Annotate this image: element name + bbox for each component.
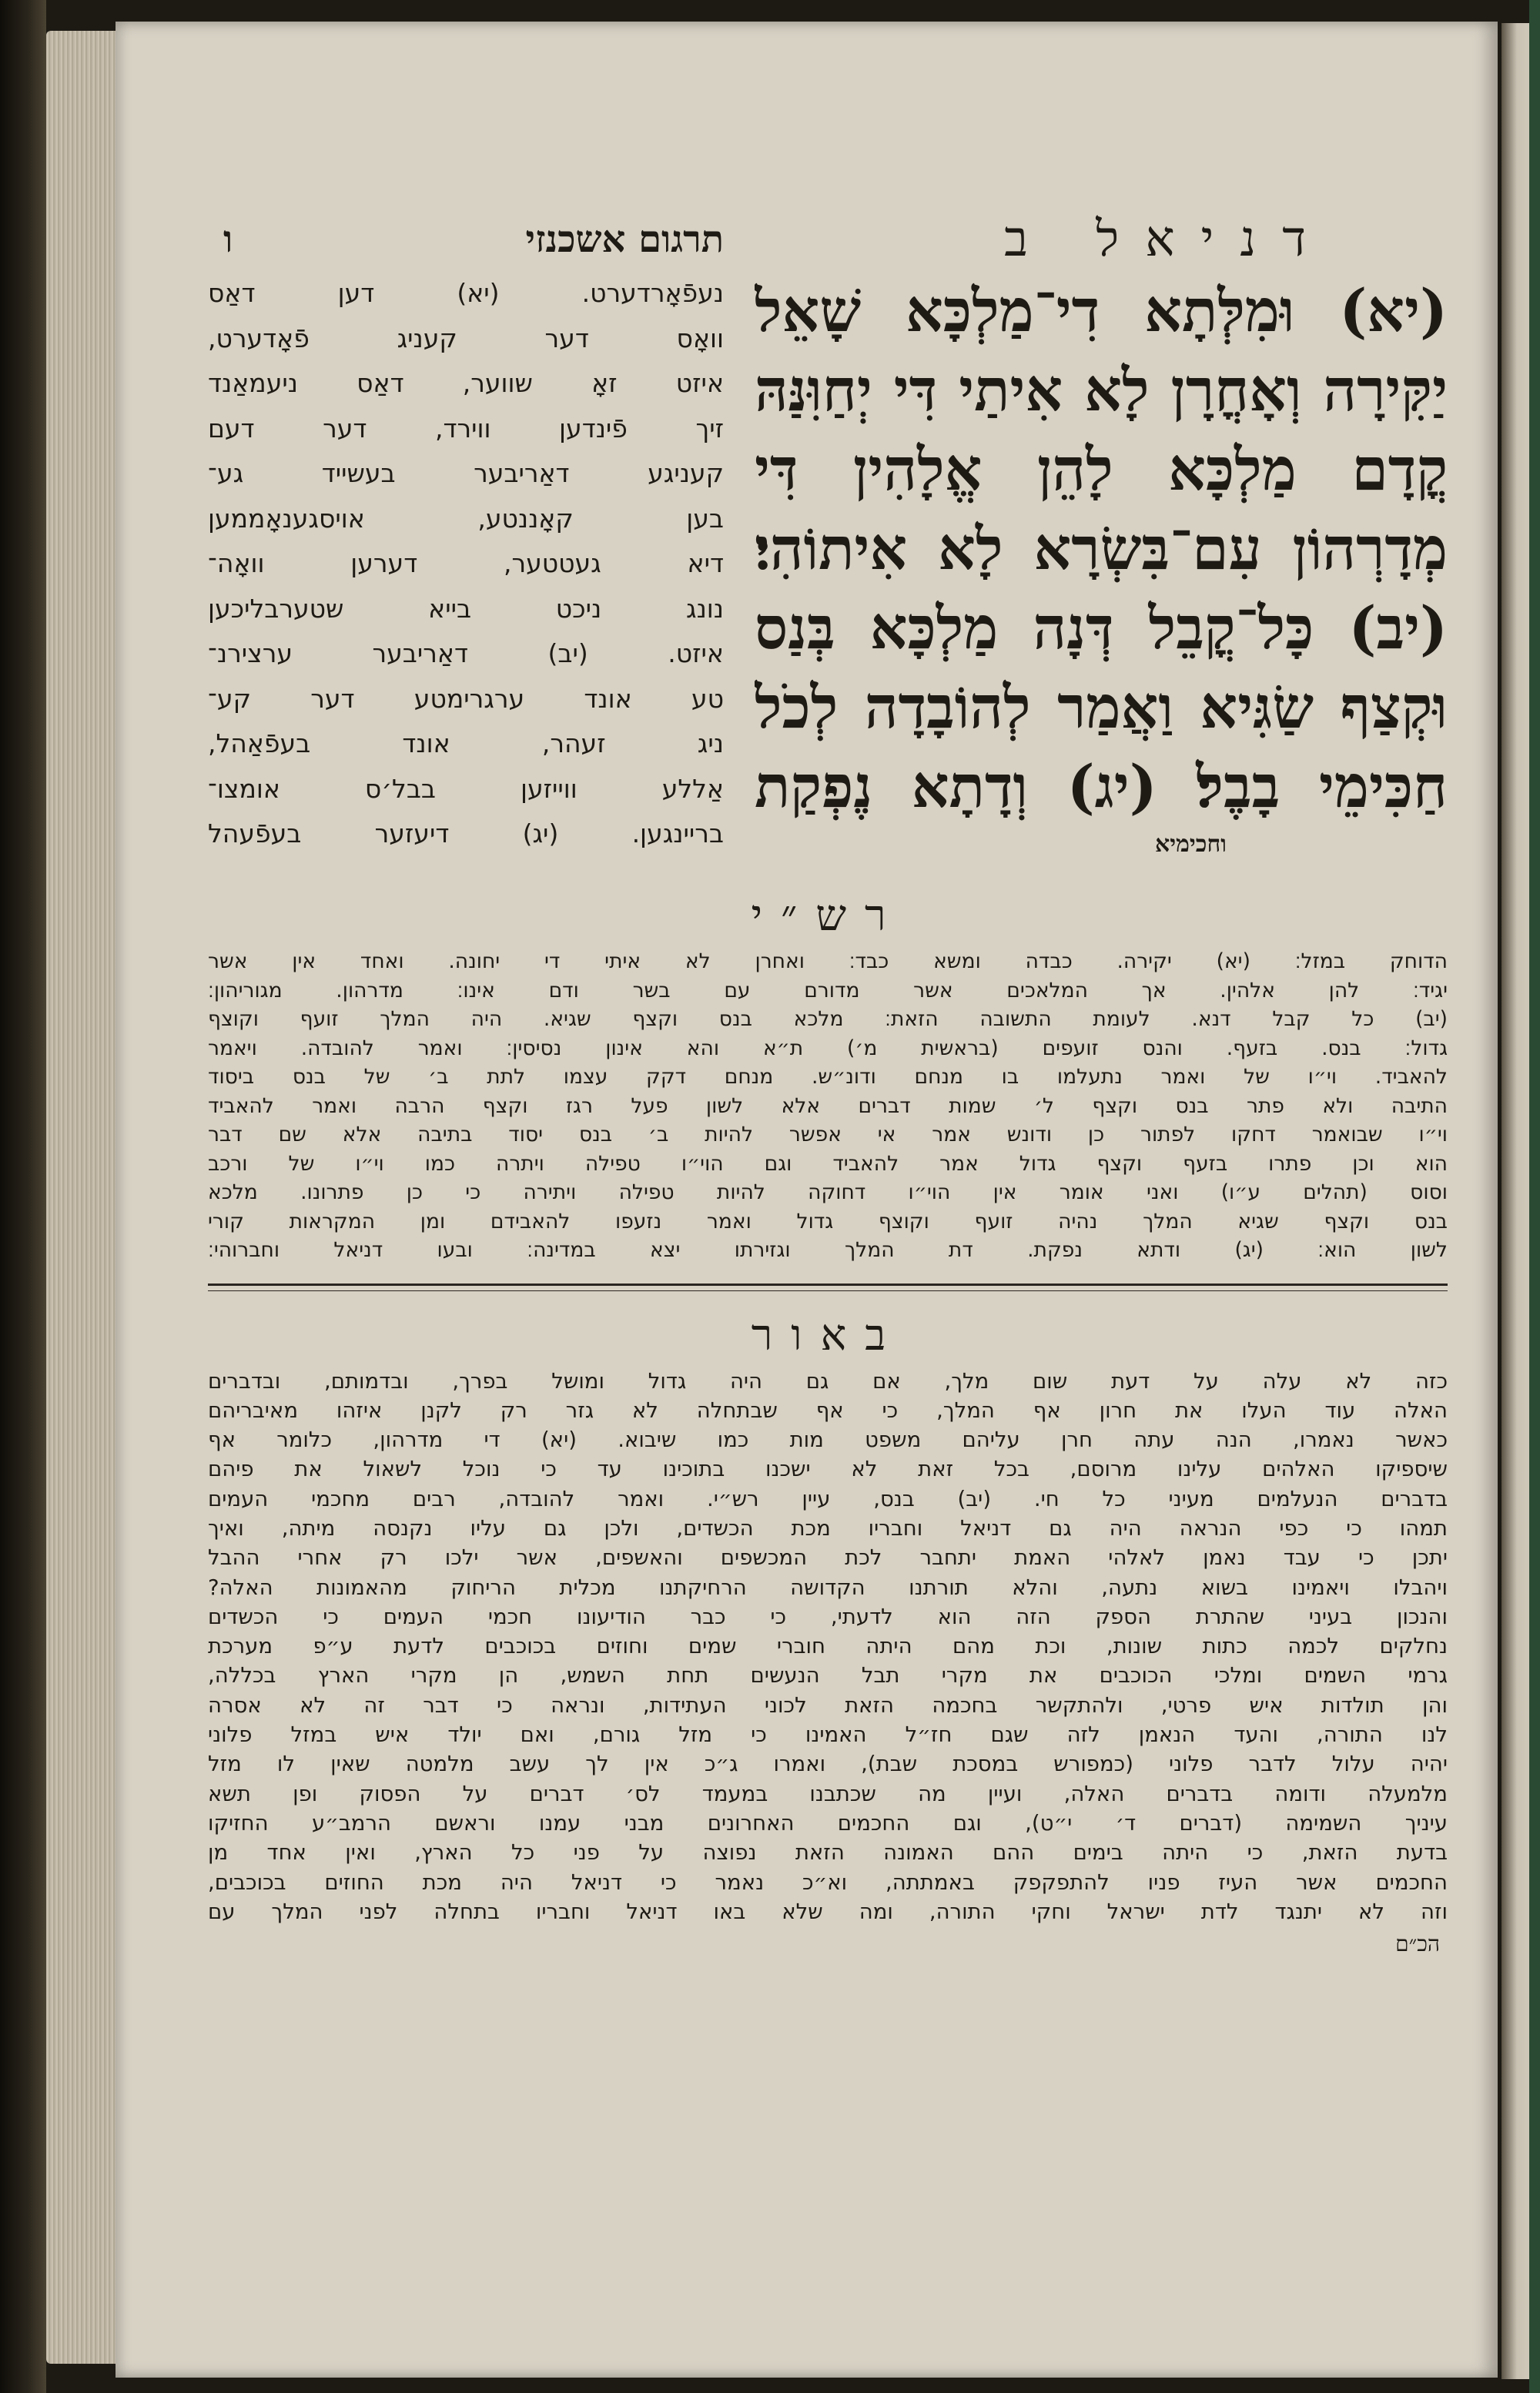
translation-line: איזט. (יב) דאַריבער ערצירנ־ [208, 638, 724, 668]
translation-line: בריינגען. (יג) דיעזער בעפֿעהל [208, 818, 724, 848]
top-row [208, 208, 1448, 885]
rashi-commentary [208, 947, 1448, 1265]
section-divider-thin [208, 1290, 1448, 1291]
biur-line: האלה עוד העלו את חרון אף המלך, כי אף שבתחלה לא גזר רק לקנן איזהו מאיבריהם [208, 1397, 1448, 1423]
rashi-line: וי״ו שבואמר דחקו לפתור כן ודונש אמר אי אפשר להיות ב׳ בנס יסוד בתיבה אלא שם דבר [208, 1123, 1448, 1146]
translation-line: נונג ניכט בייא שטערבליכען [208, 593, 724, 624]
translation-column [208, 208, 724, 885]
rashi-line: הדוחק במזל׃ (יא) יקירה. כבדה ומשא כבד׃ ואחרן לא איתי די יחונה. ואחד אין אשר [208, 949, 1448, 973]
page-edges [46, 31, 120, 2364]
rashi-line: התיבה ולא פתר בנס וקצף ל׳ שמות דברים אלא לשון פעל רגז וקצף הרבה ואמר להאביד [208, 1093, 1448, 1118]
translation-line: בען קאָננטע, אויסגענאָממען [208, 503, 724, 534]
side-title: תרגום אשכנזי [525, 218, 724, 261]
bible-line: קֳדָם מַלְכָּא לָהֵן אֱלָהִין דִּי [755, 435, 1448, 504]
biur-line: כזה לא עלה על דעת שום מלך, אם גם היה גדול ומושל בפרך, ובדמותם, ובדברים [208, 1368, 1448, 1394]
translation-text [208, 271, 724, 857]
biur-line: יהיה עלול לדבר פלוני (כמפורש במסכת שבת), ואמרו ג״כ אין לך עשב מלמטה שאין לו מזל [208, 1752, 1448, 1777]
biur-line: בדעת הזאת, כי היתה בימים ההם האמונה הזאת נפוצה על פני כל הארץ, ואין אחד מן [208, 1840, 1448, 1866]
translation-line: וואָס דער קעניג פֿאָדערט, [208, 323, 724, 353]
rashi-line: הוא וכן פתרו בזעף וקצף גדול אמר להאביד וגם הוי״ו טפילה ויתרה כמו וי״ו של ורכב [208, 1151, 1448, 1176]
biur-line: גרמי השמים ומלכי הכוכבים את מקרי תבל הנעשים תחת השמש, הן מקרי הארץ בכללה, [208, 1663, 1448, 1688]
bible-column [755, 208, 1448, 885]
translation-line: דיא געטטער, דערען וואָה־ [208, 548, 724, 578]
biur-line: כאשר נאמרו, הנה עתה חרן עליהם משפט מות כמו שיבוא. (יא) די מדרהון, כלומר אף [208, 1427, 1448, 1453]
bible-line: יַקִּירָה וְאָחֳרָן לָא אִיתַי דִּי יְחַוִּנַּהּ [755, 356, 1448, 424]
rashi-line: לשון הוא׃ (יג) ודתא נפקת. דת המלך וגזירתו יצא במדינה׃ ובעו דניאל וחברוהי׃ [208, 1238, 1448, 1262]
biur-line: החכמים אשר העיז פניו להתפקפק באמתתה, וא״כ נאמר כי דניאל היה מכת החוזים בכוכבים, [208, 1869, 1448, 1895]
book-spine [0, 0, 46, 2393]
biur-line: עיניך השמימה (דברים ד׳ י״ט), וגם החכמים האחרונים מבני עמנו וראשם הרמב״ע החזיקו [208, 1810, 1448, 1836]
biur-line: לנו התורה, והעד הנאמן לזה שגם חז״ל האמינו כי מזל גורם, ואם יולד איש במזל פלוני [208, 1722, 1448, 1748]
rashi-line: להאביד. וי״ו של ואמר נתעלמו בו מנחם ודונ״ש. מנחם דקק עצמו לתת ב׳ של בנס ביסוד [208, 1065, 1448, 1089]
biur-line: נחלקים לכמה כתות שונות, וכת מהם היתה חוברי שמים וחוזים בכוכבים לדעת ע״פ מערכת [208, 1634, 1448, 1659]
section-divider [208, 1284, 1448, 1286]
page-content [208, 208, 1448, 1957]
bible-line: חַכִּימֵי בָבֶל׃ (יג) וְדָתָא נֶפְקַת [755, 752, 1448, 821]
running-head-side [208, 208, 724, 271]
bible-text [755, 271, 1448, 826]
biur-line: והן תולדות איש פרטי, ולהתקשר בחכמה הזאת לכוני העתידות, ונראה כי דבר זה לא אסרה [208, 1692, 1448, 1718]
rashi-line: יגיד׃ להן אלהין. אך המלאכים אשר מדורם עם בשר ודם אינו׃ מדרהון. מגוריהון׃ [208, 978, 1448, 1002]
biur-line: וזה לא יתנגד לדת ישראל וחקי התורה, ומה שלא באו דניאל וחבריו בתחלה לפני המלך עם [208, 1899, 1448, 1924]
catchword-bottom: הכ״ם [1395, 1931, 1440, 1957]
translation-line: קעניגע דאַריבער בעשייד גע־ [208, 458, 724, 488]
rashi-line: (יב) כל קבל דנא. לעומת התשובה הזאת׃ מלכא בנס וקצף שגיא. היה המלך זועף וקוצף [208, 1007, 1448, 1031]
bible-line: מְדָרְהוֹן עִם־בִּשְׂרָא לָא אִיתוֹהִי׃ [755, 514, 1448, 583]
bible-line: וּקְצַף שַׂגִּיא וַאֲמַר לְהוֹבָדָה לְכֹל [755, 673, 1448, 741]
biur-line: שיספיקו האלהים עלינו מרוסם, בכל זאת לא ישכנו בתוכינו עד כי נוכל לשאול את פיהם [208, 1457, 1448, 1482]
translation-line: טע אונד ערגרימטע דער קע־ [208, 683, 724, 714]
running-head-main: דניאל ב [1004, 211, 1332, 268]
page-number: ו [223, 218, 233, 261]
biur-line: יתכן כי עבד נאמן לאלהי האמת יתחבר לכת המכשפים והאשפים, אשר ילכו רק אחרי ההבל [208, 1545, 1448, 1571]
translation-line: איזט זאָ שווער, דאַס ניעמאַנד [208, 368, 724, 398]
biur-commentary [208, 1367, 1448, 1927]
rashi-heading: רש״י [751, 891, 905, 941]
translation-line: ניג זעהר, אונד בעפֿאַהל, [208, 728, 724, 758]
biur-line: ויהבלו ויאמינו בשוא נתעה, והלא תורתנו הקדושה הרחיקתנו מכלית הריחוק מהאמונות האלה? [208, 1575, 1448, 1600]
binding-strip [1529, 0, 1540, 2393]
translation-line: אַללע ווייזען בבל׳ס אומצו־ [208, 773, 724, 804]
bible-line: (יא) וּמִלְּתָא דִי־מַלְכָּא שָׁאֵל [755, 276, 1448, 345]
biur-line: והנכון בעיני שהתרת הספק הזה הוא לדעתי, כי כבר הודיעונו חכמי העמים כי הכשדים [208, 1604, 1448, 1629]
biur-line: בדברים הנעלמים מעיני כל חי. (יב) בנס, עיין רש״י. ואמר להובדה, רבים מחכמי העמים [208, 1486, 1448, 1511]
biur-line: מלמעלה ודומה בדברים האלה, ועיין מה שכתבנו במעמד לס׳ דברים על הפסוק ופן תשא [208, 1781, 1448, 1806]
rashi-line: וסוס (תהלים ע״ו) ואני אומר אין הוי״ו דחוקה להיות טפילה ויתירה כי כן פתרונו. מלכא [208, 1180, 1448, 1204]
biur-heading: באור [751, 1310, 905, 1360]
bible-line: (יב) כָּל־קֳבֵל דְּנָה מַלְכָּא בְּנַס [755, 594, 1448, 662]
biur-line: תמהו כי כפי הנראה היה גם דניאל וחבריו מכת הכשדים, ולכן גם עליו נקנסה מיתה, ואיך [208, 1515, 1448, 1541]
catchword-main: וחכימיא [1155, 831, 1227, 858]
rashi-line: בנס וקצף שגיא המלך נהיה זועף וקוצף גדול ואמר נזעפו להאבידם ומן המקראות קורי [208, 1209, 1448, 1233]
rashi-line: גדול׃ בנס. בזעף. והנס זועפים (בראשית מ׳) ת״א והא אינון נסיסין׃ ואמר להובדה. ויאמר [208, 1036, 1448, 1060]
translation-line: זיך פֿינדען ווירד, דער דעם [208, 413, 724, 443]
translation-line: נעפֿאָרדערט. (יא) דען דאַס [208, 278, 724, 308]
